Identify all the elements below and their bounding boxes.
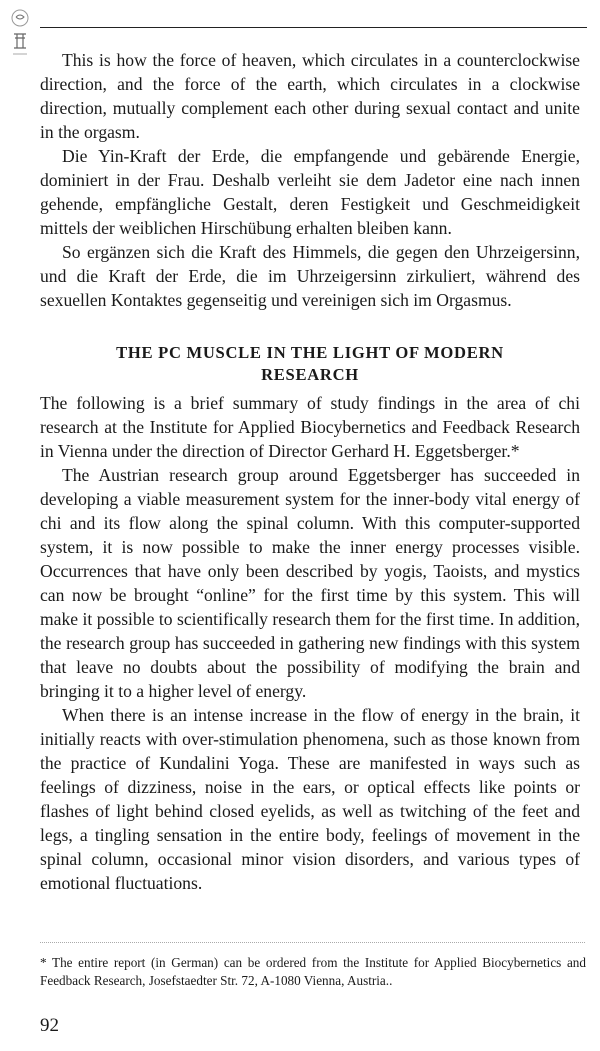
header-rule xyxy=(40,27,587,28)
library-stamp-icon xyxy=(4,4,38,62)
footnote-separator xyxy=(40,942,585,943)
paragraph: Die Yin-Kraft der Erde, die empfangende und gebärende Energie, dominiert in der Frau. Deshalb verleiht sie dem Jadetor eine nach innen gehende, empfängliche Gestalt, deren Festigkeit und Geschmeidigkeit mittels der weiblichen Hirschübung erhalten bleiben kann. xyxy=(40,146,580,238)
paragraph: When there is an intense increase in the flow of energy in the brain, it initially reacts with over-stimulation phenomena, such as those known from the practice of Kundalini Yoga. These are manifested in ways such as feelings of dizziness, noise in the ears, or optical effects like points or flashes of light behind closed eyelids, as well as twitching of the feet and legs, a tingling sensation in the entire body, feelings of movement in the spinal column, occasional minor vision disorders, and various types of emotional fluctuations. xyxy=(40,705,580,893)
page-body xyxy=(40,48,580,895)
paragraph: The Austrian research group around Eggetsberger has succeeded in developing a viable measurement system for the inner-body vital energy of chi and its flow along the spinal column. With this computer-supported system, it is now possible to make the inner energy processes visible. Occurrences that have only been described by yogis, Taoists, and mystics can now be brought “online” for the first time by this system. This will make it possible to scientifically research them for the first time. In addition, the research group has succeeded in gathering new findings with this system that leave no doubts about the possibility of modifying the brain and bringing it to a higher level of energy. xyxy=(40,465,580,701)
paragraph: The following is a brief summary of study findings in the area of chi research at the Institute for Applied Biocybernetics and Feedback Research in Vienna under the direction of Director Gerhard H. Eggetsberger.* xyxy=(40,393,580,461)
page-number: 92 xyxy=(40,1015,59,1036)
paragraph: So ergänzen sich die Kraft des Himmels, die gegen den Uhrzeigersinn, und die Kraft der Erde, die im Uhrzeigersinn zirkuliert, während des sexuellen Kontaktes gegenseitig und vereinigen sich im Orgasmus. xyxy=(40,242,580,310)
section-heading: THE PC MUSCLE IN THE LIGHT OF MODERN RESEARCH xyxy=(116,343,504,384)
paragraph: This is how the force of heaven, which circulates in a counterclockwise direction, and the force of the earth, which circulates in a clockwise direction, mutually complement each other during sexual contact and unite in the orgasm. xyxy=(40,50,580,142)
footnote: * The entire report (in German) can be ordered from the Institute for Applied Biocybernetics and Feedback Research, Josefstaedter Str. 72, A-1080 Vienna, Austria.. xyxy=(40,955,586,988)
